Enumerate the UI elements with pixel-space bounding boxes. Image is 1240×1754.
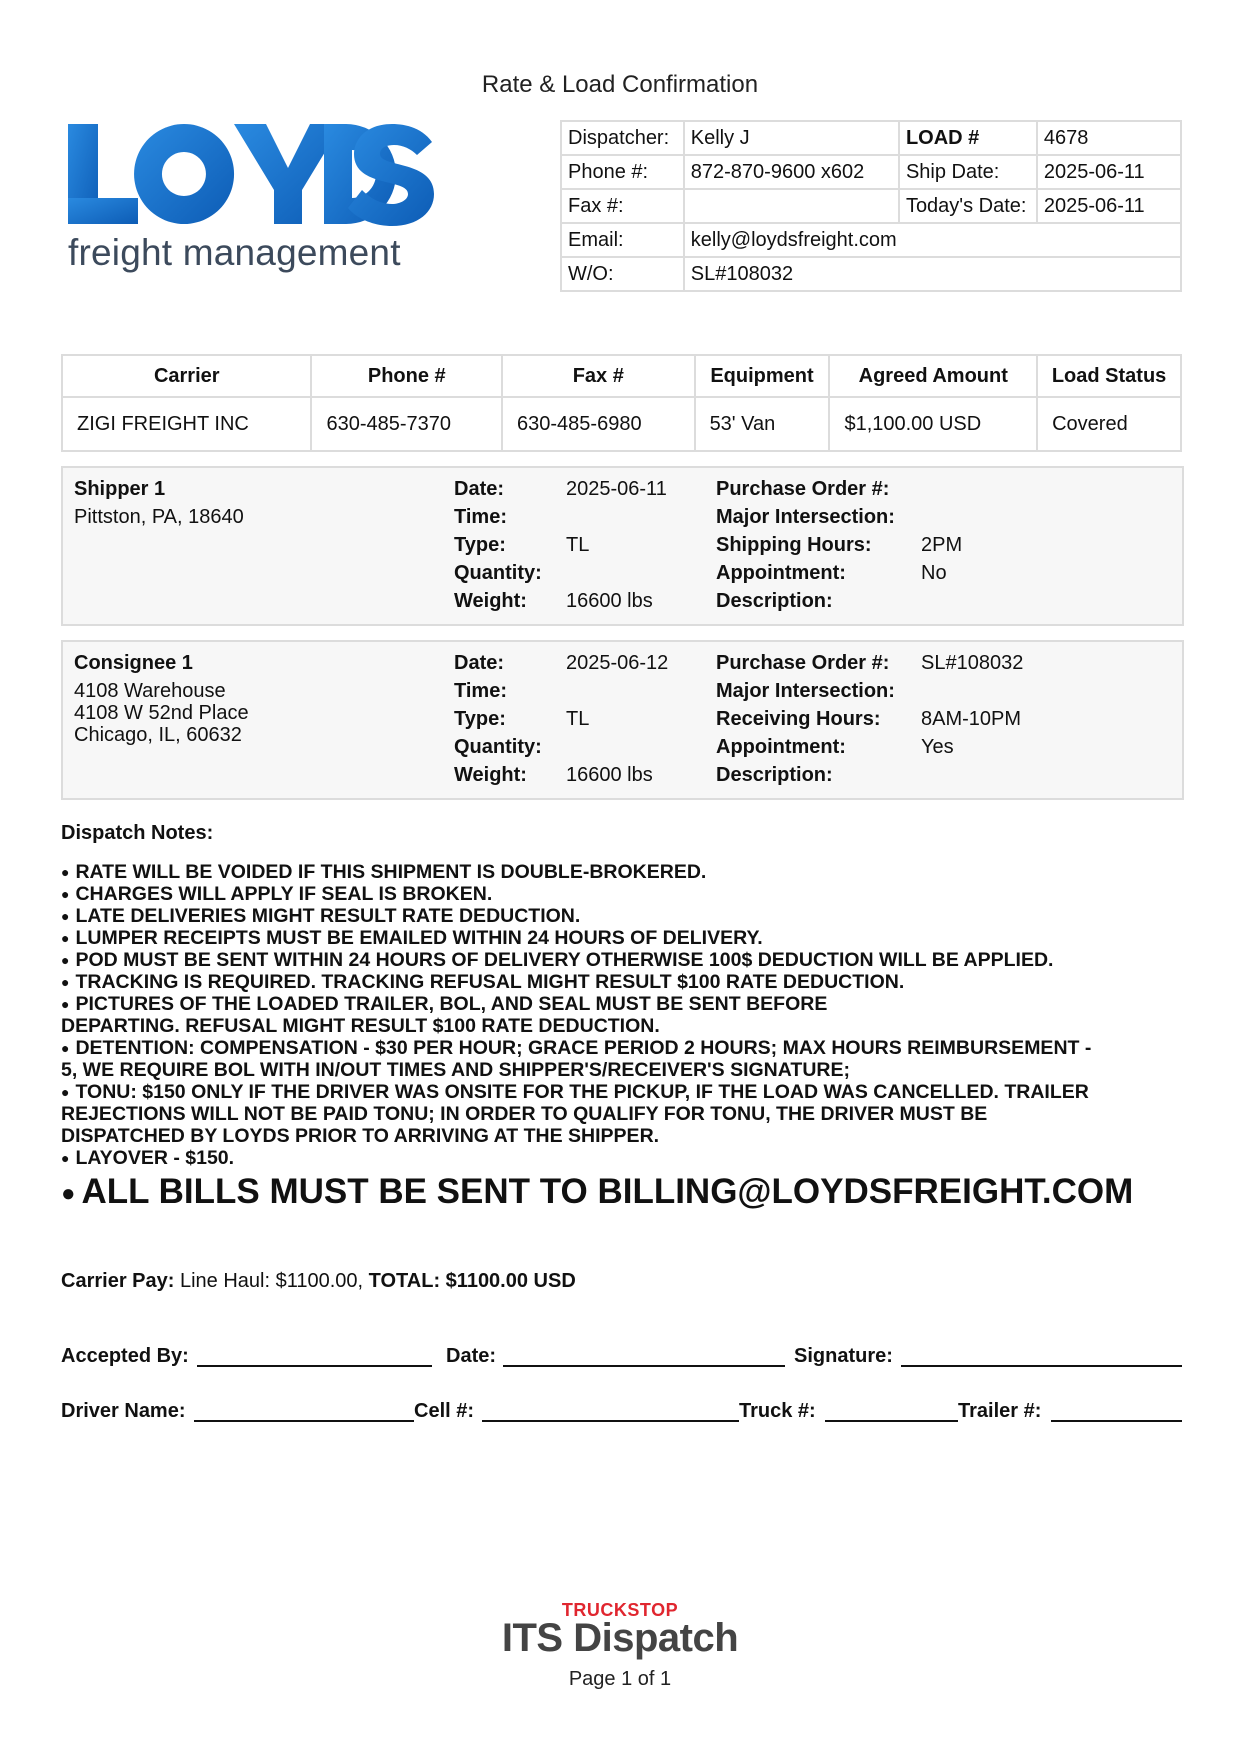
shipper-weight-value: 16600 lbs	[566, 590, 653, 612]
consignee-weight-label: Weight:	[454, 764, 527, 786]
shipper-intersection-label: Major Intersection:	[716, 506, 895, 528]
bullet-icon: ●	[61, 886, 70, 903]
shipper-title: Shipper 1	[74, 478, 166, 500]
consignee-appointment-value: Yes	[921, 736, 954, 758]
work-order-value: SL#108032	[684, 257, 1181, 291]
carrier-table	[61, 354, 1182, 452]
total-value: $1100.00 USD	[445, 1270, 576, 1292]
note-item	[61, 906, 1181, 928]
carrier-pay	[61, 1270, 576, 1293]
note-text-continued: REJECTIONS WILL NOT BE PAID TONU; IN ORDER TO QUALIFY FOR TONU, THE DRIVER MUST BE	[61, 1102, 988, 1125]
note-text: TONU: $150 ONLY IF THE DRIVER WAS ONSITE FOR THE PICKUP, IF THE LOAD WAS CANCELLED. TRAILER	[75, 1081, 1089, 1104]
phone-header: Phone #	[311, 355, 502, 397]
dispatch-notes-list	[61, 862, 1181, 1216]
carrier-header: Carrier	[62, 355, 311, 397]
total-label: TOTAL:	[368, 1270, 441, 1292]
note-text: LAYOVER - $150.	[75, 1146, 235, 1169]
bullet-icon: ●	[61, 1083, 70, 1100]
shipper-date-label: Date:	[454, 478, 505, 500]
note-item	[61, 1082, 1181, 1148]
consignee-date-label: Date:	[454, 652, 505, 674]
phone-label: Phone #:	[561, 155, 684, 189]
note-text: DETENTION: COMPENSATION - $30 PER HOUR; GRACE PERIOD 2 HOURS; MAX HOURS REIMBURSEMENT -	[75, 1037, 1092, 1060]
shipper-type-value: TL	[566, 534, 590, 556]
note-text: TRACKING IS REQUIRED. TRACKING REFUSAL MIGHT RESULT $100 RATE DEDUCTION.	[75, 971, 905, 994]
truck-line[interactable]	[825, 1420, 958, 1422]
bullet-icon: ●	[61, 908, 70, 925]
shipper-time-label: Time:	[454, 506, 507, 528]
dispatcher-label: Dispatcher:	[561, 121, 684, 155]
bullet-icon: ●	[61, 996, 70, 1013]
truck-label: Truck #:	[739, 1400, 816, 1422]
equipment-header: Equipment	[695, 355, 830, 397]
shipper-hours-label: Shipping Hours:	[716, 534, 872, 556]
carrier-agreed-amount: $1,100.00 USD	[829, 397, 1037, 451]
carrier-equipment: 53' Van	[695, 397, 830, 451]
note-item	[61, 1148, 1181, 1170]
phone-value: 872-870-9600 x602	[684, 155, 899, 189]
accepted-by-line[interactable]	[197, 1365, 432, 1367]
consignee-appointment-label: Appointment:	[716, 736, 846, 758]
shipper-type-label: Type:	[454, 534, 506, 556]
carrier-load-status: Covered	[1037, 397, 1181, 451]
note-text-continued: DEPARTING. REFUSAL MIGHT RESULT $100 RATE DEDUCTION.	[61, 1015, 660, 1038]
consignee-time-label: Time:	[454, 680, 507, 702]
email-value: kelly@loydsfreight.com	[684, 223, 1181, 257]
fax-label: Fax #:	[561, 189, 684, 223]
bullet-icon: ●	[61, 974, 70, 991]
shipper-hours-value: 2PM	[921, 534, 963, 556]
its-dispatch-brand: ITS Dispatch	[501, 1616, 739, 1660]
dispatch-notes-heading: Dispatch Notes:	[61, 822, 214, 844]
shipper-quantity-label: Quantity:	[454, 562, 542, 584]
note-text: LUMPER RECEIPTS MUST BE EMAILED WITHIN 24 HOURS OF DELIVERY.	[75, 927, 763, 950]
consignee-date-value: 2025-06-12	[566, 652, 669, 674]
note-text: POD MUST BE SENT WITHIN 24 HOURS OF DELIVERY OTHERWISE 100$ DEDUCTION WILL BE APPLIED.	[75, 949, 1054, 972]
consignee-type-label: Type:	[454, 708, 506, 730]
consignee-address-line-3: Chicago, IL, 60632	[74, 724, 242, 746]
shipper-box	[61, 466, 1184, 626]
driver-name-label: Driver Name:	[61, 1400, 186, 1422]
carrier-fax: 630-485-6980	[502, 397, 695, 451]
ship-date-label: Ship Date:	[899, 155, 1037, 189]
shipper-date-value: 2025-06-11	[566, 478, 667, 500]
carrier-phone: 630-485-7370	[311, 397, 502, 451]
note-item	[61, 928, 1181, 950]
note-item	[61, 862, 1181, 884]
note-item	[61, 884, 1181, 906]
bullet-icon: ●	[61, 864, 70, 880]
load-number-label: LOAD #	[899, 121, 1037, 155]
bullet-icon: ●	[61, 930, 70, 947]
fax-value	[684, 189, 899, 223]
line-haul: Line Haul: $1100.00,	[179, 1270, 364, 1292]
dispatcher-value: Kelly J	[684, 121, 899, 155]
consignee-po-label: Purchase Order #:	[716, 652, 890, 674]
shipper-po-label: Purchase Order #:	[716, 478, 890, 500]
carrier-pay-label: Carrier Pay:	[61, 1270, 175, 1292]
shipper-appointment-value: No	[921, 562, 947, 584]
bullet-icon: ●	[61, 1179, 76, 1207]
consignee-address-line-2: 4108 W 52nd Place	[74, 702, 249, 724]
consignee-address-line-1: 4108 Warehouse	[74, 680, 226, 702]
shipper-description-label: Description:	[716, 590, 833, 612]
signature-line[interactable]	[901, 1365, 1182, 1367]
ship-date-value: 2025-06-11	[1037, 155, 1181, 189]
truckstop-brand: TRUCKSTOP	[561, 1600, 679, 1620]
trailer-line[interactable]	[1051, 1420, 1182, 1422]
shipper-address-line: Pittston, PA, 18640	[74, 506, 244, 528]
work-order-label: W/O:	[561, 257, 684, 291]
cell-label: Cell #:	[414, 1400, 475, 1422]
consignee-hours-value: 8AM-10PM	[921, 708, 1022, 730]
todays-date-label: Today's Date:	[899, 189, 1037, 223]
carrier-name: ZIGI FREIGHT INC	[62, 397, 311, 451]
driver-name-line[interactable]	[194, 1420, 414, 1422]
note-text: LATE DELIVERIES MIGHT RESULT RATE DEDUCTION.	[75, 905, 581, 928]
bullet-icon: ●	[61, 1149, 70, 1166]
load-number-value: 4678	[1037, 121, 1181, 155]
agreed-amount-header: Agreed Amount	[829, 355, 1037, 397]
accept-date-label: Date:	[446, 1345, 497, 1367]
fax-header: Fax #	[502, 355, 695, 397]
cell-line[interactable]	[482, 1420, 739, 1422]
note-item	[61, 950, 1181, 972]
consignee-quantity-label: Quantity:	[454, 736, 542, 758]
signature-label: Signature:	[794, 1345, 893, 1367]
consignee-hours-label: Receiving Hours:	[716, 708, 881, 730]
bullet-icon: ●	[61, 952, 70, 969]
consignee-title: Consignee 1	[74, 652, 193, 674]
email-label: Email:	[561, 223, 684, 257]
note-item	[61, 972, 1181, 994]
accept-date-line[interactable]	[503, 1365, 785, 1367]
billing-note-text: ALL BILLS MUST BE SENT TO BILLING@LOYDSFREIGHT.COM	[81, 1171, 1134, 1211]
consignee-type-value: TL	[566, 708, 590, 730]
document-title: Rate & Load Confirmation	[481, 71, 759, 98]
consignee-description-label: Description:	[716, 764, 833, 786]
consignee-po-value: SL#108032	[921, 652, 1024, 674]
note-text: RATE WILL BE VOIDED IF THIS SHIPMENT IS DOUBLE-BROKERED.	[75, 861, 707, 884]
load-status-header: Load Status	[1037, 355, 1181, 397]
shipper-appointment-label: Appointment:	[716, 562, 846, 584]
trailer-label: Trailer #:	[958, 1400, 1042, 1422]
note-text: PICTURES OF THE LOADED TRAILER, BOL, AND SEAL MUST BE SENT BEFORE	[75, 993, 828, 1016]
shipper-weight-label: Weight:	[454, 590, 527, 612]
note-item	[61, 994, 1181, 1038]
todays-date-value: 2025-06-11	[1037, 189, 1181, 223]
note-text-continued: 5, WE REQUIRE BOL WITH IN/OUT TIMES AND SHIPPER'S/RECEIVER'S SIGNATURE;	[61, 1059, 850, 1082]
logo-subtitle: freight management	[68, 232, 401, 273]
billing-note	[61, 1170, 1181, 1216]
accepted-by-label: Accepted By:	[61, 1345, 189, 1367]
bullet-icon: ●	[61, 1040, 70, 1057]
consignee-intersection-label: Major Intersection:	[716, 680, 895, 702]
consignee-weight-value: 16600 lbs	[566, 764, 653, 786]
note-item	[61, 1038, 1181, 1082]
consignee-box	[61, 640, 1184, 800]
note-text: CHARGES WILL APPLY IF SEAL IS BROKEN.	[75, 883, 493, 906]
page-number: Page 1 of 1	[568, 1668, 672, 1690]
dispatch-info-table	[560, 120, 1182, 292]
note-text-continued: DISPATCHED BY LOYDS PRIOR TO ARRIVING AT THE SHIPPER.	[61, 1124, 660, 1147]
